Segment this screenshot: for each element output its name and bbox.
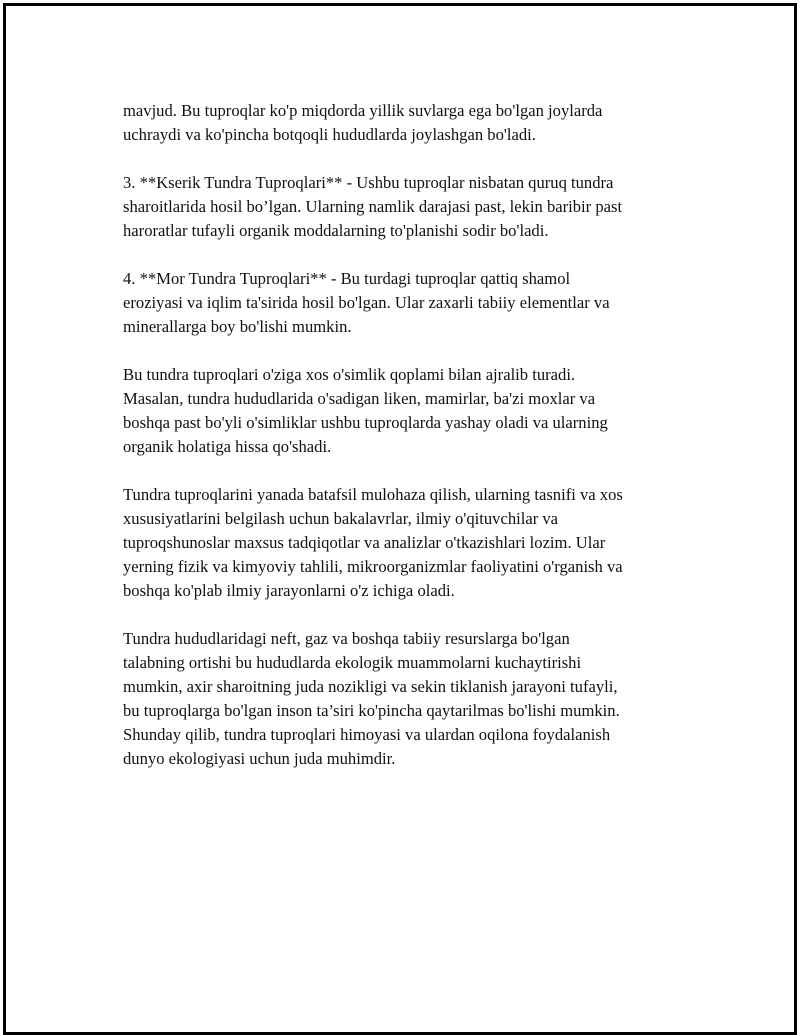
page-frame <box>3 3 797 1035</box>
paragraph-kserik-tundra: 3. **Kserik Tundra Tuproqlari** - Ushbu tuproqlar nisbatan quruq tundra sharoitlarida hosil bo’lgan. Ularning namlik darajasi past, lekin baribir past haroratlar tufayli organik moddalarning to'planishi sodir bo'ladi. <box>123 173 623 240</box>
paragraph-mor-tundra: 4. **Mor Tundra Tuproqlari** - Bu turdagi tuproqlar qattiq shamol eroziyasi va iqlim ta'sirida hosil bo'lgan. Ular zaxarli tabiiy elementlar va minerallarga boy bo'lishi mumkin. <box>123 269 610 336</box>
paragraph-ecology: Tundra hududlaridagi neft, gaz va boshqa tabiiy resurslarga bo'lgan talabning ortishi bu hududlarda ekologik muammolarni kuchaytirishi mumkin, axir sharoitning juda nozikligi va sekin tiklanish jarayoni tufayli, bu tuproqlarga bo'lgan inson ta’siri ko'pincha qaytarilmas bo'lishi mumkin. Shunday qilib, tundra tuproqlari himoyasi va ulardan oqilona foydalanish dunyo ekologiyasi uchun juda muhimdir. <box>123 629 620 768</box>
document-body <box>123 99 693 795</box>
paragraph-continuation: mavjud. Bu tuproqlar ko'p miqdorda yillik suvlarga ega bo'lgan joylarda uchraydi va ko'pincha botqoqli hududlarda joylashgan bo'ladi. <box>123 101 603 144</box>
paragraph-research: Tundra tuproqlarini yanada batafsil mulohaza qilish, ularning tasnifi va xos xususiyatlarini belgilash uchun bakalavrlar, ilmiy o'qituvchilar va tuproqshunoslar maxsus tadqiqotlar va analizlar o'tkazishlari lozim. Ular yerning fizik va kimyoviy tahlili, mikroorganizmlar faoliyatini o'rganish va boshqa ko'plab ilmiy jarayonlarni o'z ichiga oladi. <box>123 485 623 600</box>
paragraph-vegetation: Bu tundra tuproqlari o'ziga xos o'simlik qoplami bilan ajralib turadi. Masalan, tundra hududlarida o'sadigan liken, mamirlar, ba'zi moxlar va boshqa past bo'yli o'simliklar ushbu tuproqlarda yashay oladi va ularning organik holatiga hissa qo'shadi. <box>123 365 608 456</box>
